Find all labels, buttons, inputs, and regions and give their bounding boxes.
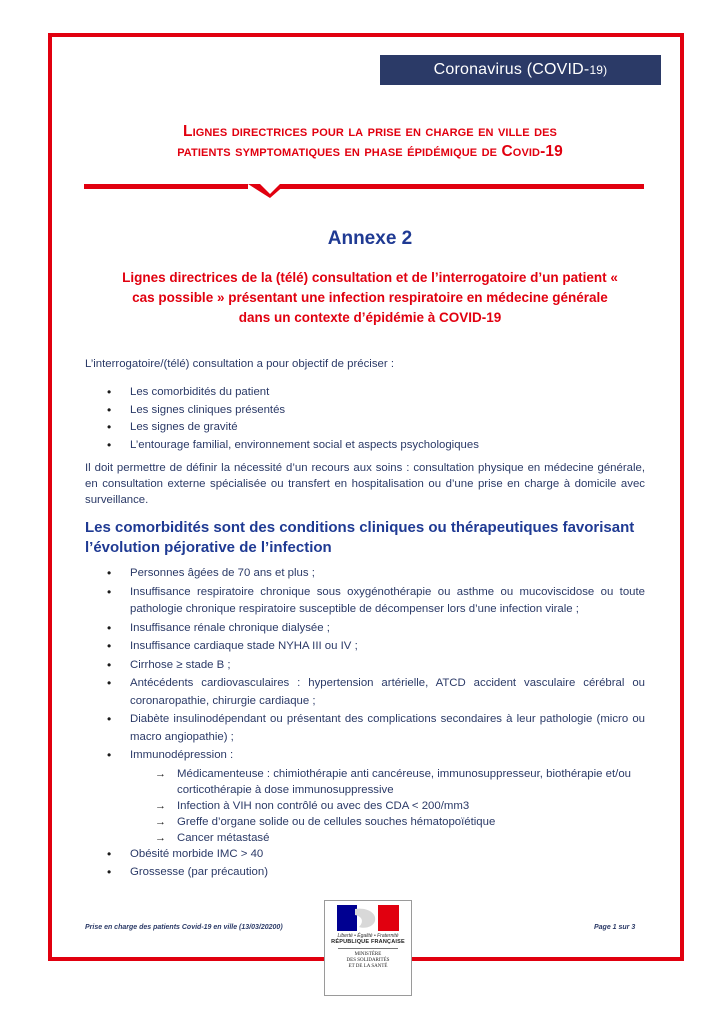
banner-text: Coronavirus (COVID- [433, 61, 590, 78]
logo-ministry-3: ET DE LA SANTÉ [348, 964, 388, 969]
care-paragraph: Il doit permettre de définir la nécessité d’un recours aux soins : consultation physique en médecine générale, en consultation externe spécialisée ou transfert en hospitalisation ou d’une prise en charge à domicile avec surveillance. [85, 462, 645, 506]
comorbidities-heading [85, 518, 655, 558]
sub-list-item: → Infection à VIH non contrôlé ou avec des CDA < 200/mm3 [85, 798, 645, 814]
list-item: • Obésité morbide IMC > 40 [85, 846, 645, 864]
list-item: • Insuffisance cardiaque stade NYHA III ou IV ; [85, 638, 645, 656]
list-item: • Les signes de gravité [85, 419, 645, 437]
immuno-sublist [85, 766, 645, 846]
title-underline [84, 178, 644, 198]
list-item: • L’entourage familial, environnement social et aspects psychologiques [85, 437, 645, 455]
list-item: • Les comorbidités du patient [85, 384, 645, 402]
logo-ministry-2: DES SOLIDARITÉS [346, 958, 390, 963]
footer-document-ref: Prise en charge des patients Covid-19 en ville (13/03/20200) [85, 924, 283, 931]
objectives-list [85, 384, 645, 454]
subtitle-line-2: cas possible » présentant une infection respiratoire en médecine générale [132, 290, 608, 305]
banner-suffix: 19) [589, 63, 608, 77]
sub-list-item: → Médicamenteuse : chimiothérapie anti cancéreuse, immunosuppresseur, biothérapie et/ou corticothérapie à dose immunosuppressive [85, 766, 645, 798]
annex-title: Annexe 2 [327, 228, 413, 249]
sub-list-item: → Cancer métastasé [85, 830, 645, 846]
list-item: • Grossesse (par précaution) [85, 864, 645, 882]
logo-republic: RÉPUBLIQUE FRANÇAISE [331, 939, 405, 945]
comorbidities-list [85, 565, 645, 883]
list-item: • Antécédents cardiovasculaires : hypertension artérielle, ATCD accident vasculaire cérébral ou coronaropathie, chirurgie cardiaque ; [85, 675, 645, 710]
sub-list-item: → Greffe d’organe solide ou de cellules souches hématopoïétique [85, 814, 645, 830]
ministry-logo [324, 900, 412, 996]
list-item: • Insuffisance respiratoire chronique sous oxygénothérapie ou asthme ou mucoviscidose ou toute pathologie chronique respiratoire susceptible de décompenser lors d’une infection virale ; [85, 584, 645, 619]
subtitle-line-1: Lignes directrices de la (télé) consultation et de l’interrogatoire d’un patient « [122, 270, 618, 285]
title-line-2: patients symptomatiques en phase épidémique de Covid-19 [177, 143, 563, 160]
list-item: • Cirrhose ≥ stade B ; [85, 657, 645, 675]
list-item: • Insuffisance rénale chronique dialysée ; [85, 620, 645, 638]
list-item: • Les signes cliniques présentés [85, 402, 645, 420]
logo-separator [338, 948, 398, 949]
heading-line-1: Les comorbidités sont des conditions cliniques ou thérapeutiques favorisant [85, 519, 635, 536]
footer-page-number: Page 1 sur 3 [594, 924, 636, 931]
intro-text: L’interrogatoire/(télé) consultation a pour objectif de préciser : [85, 358, 394, 370]
logo-motto: Liberté • Égalité • Fraternité [337, 933, 399, 939]
annex-subtitle [80, 268, 660, 328]
heading-line-2: l’évolution péjorative de l’infection [85, 539, 332, 556]
marianne-flag-icon [337, 905, 399, 931]
title-line-1: Lignes directrices pour la prise en charge en ville des [183, 123, 557, 140]
immuno-label: Immunodépression : [130, 749, 234, 761]
list-item: • Diabète insulinodépendant ou présentant des complications secondaires à leur pathologie (micro ou macro angiopathie) ; [85, 711, 645, 746]
subtitle-line-3: dans un contexte d’épidémie à COVID-19 [238, 310, 502, 325]
list-item: • Personnes âgées de 70 ans et plus ; [85, 565, 645, 583]
list-item-immunodepression [85, 747, 645, 765]
logo-ministry-1: MINISTÈRE [354, 952, 382, 957]
topic-banner [380, 55, 661, 85]
document-title [70, 122, 670, 162]
